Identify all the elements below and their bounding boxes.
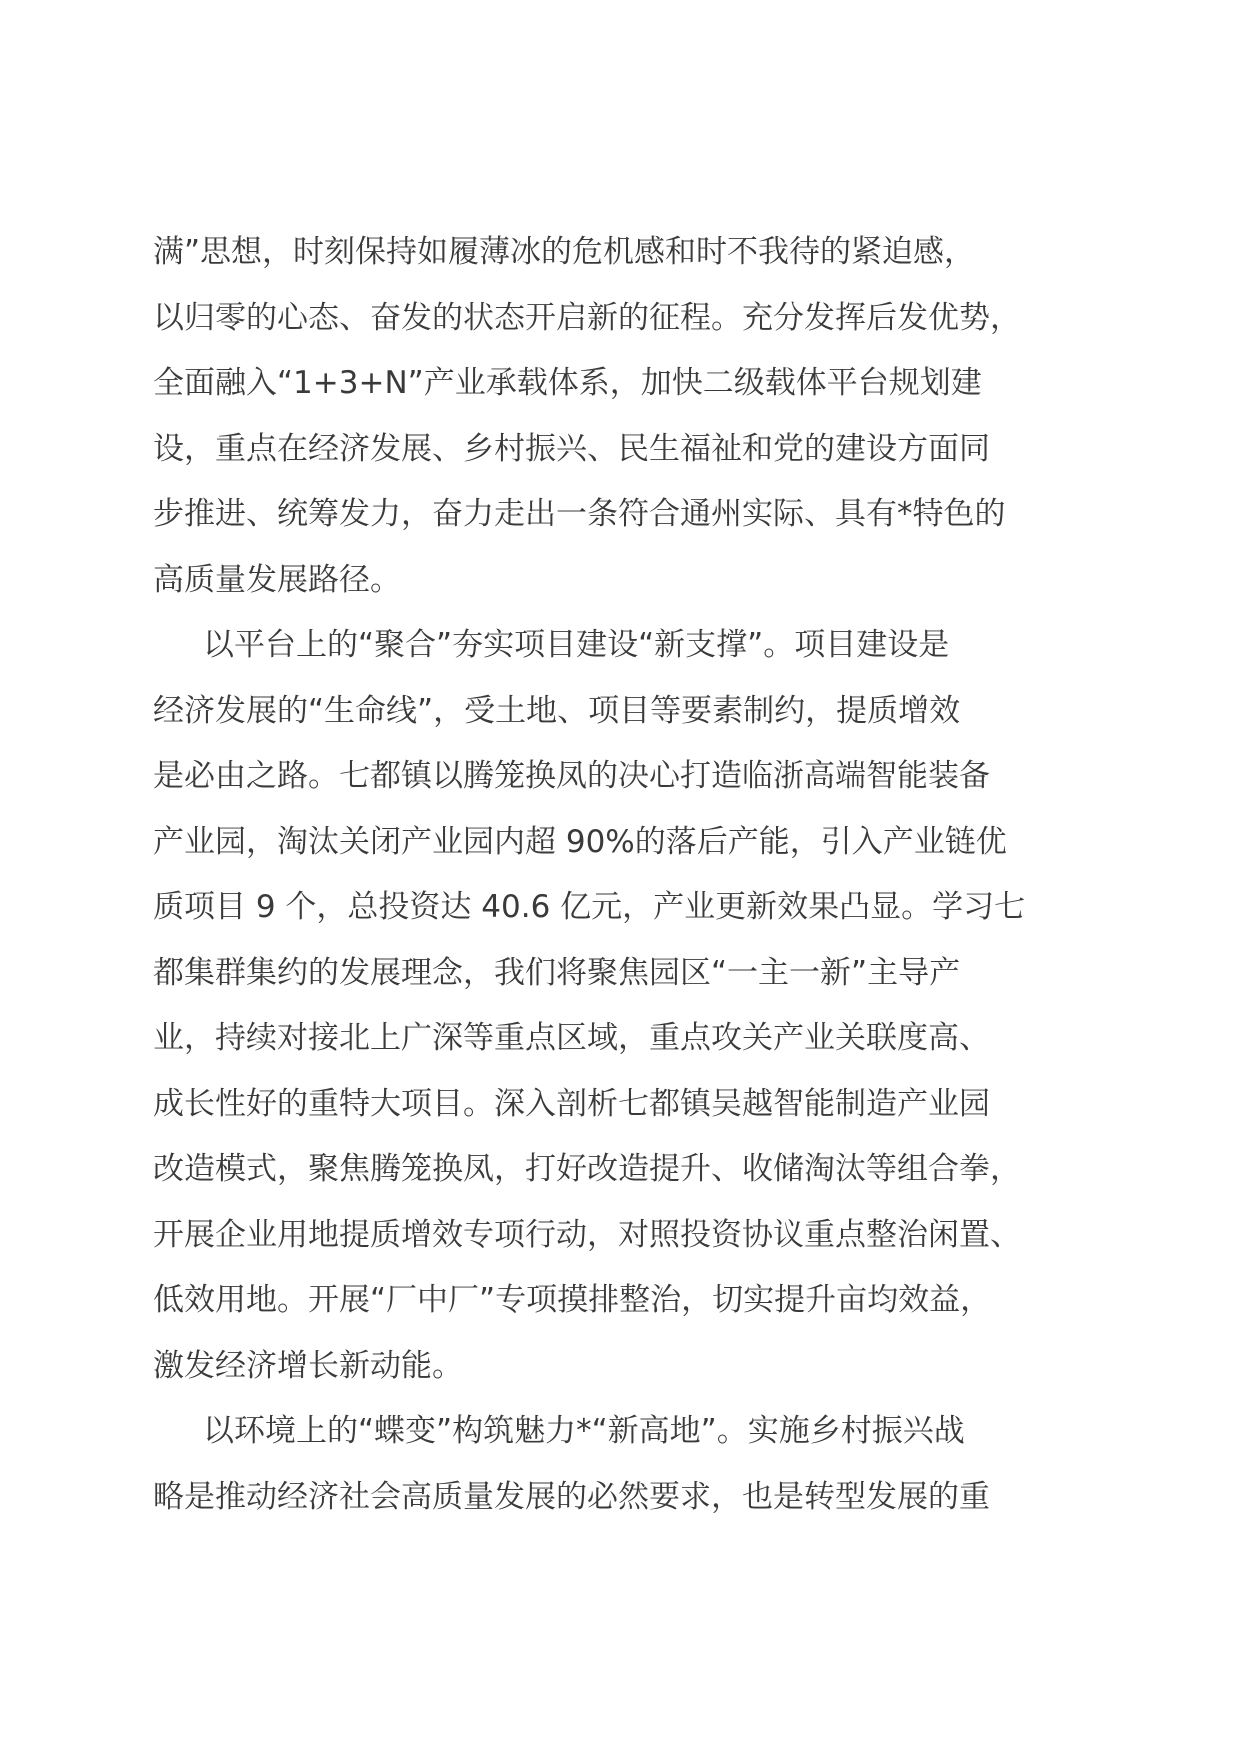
text-line: 经济发展的“生命线”，受土地、项目等要素制约，提质增效	[153, 692, 961, 729]
text-line: 略是推动经济社会高质量发展的必然要求，也是转型发展的重	[153, 1478, 990, 1515]
text-line: 步推进、统筹发力，奋力走出一条符合通州实际、具有*特色的	[153, 496, 1006, 532]
text-line: 开展企业用地提质增效专项行动，对照投资协议重点整治闲置、	[153, 1216, 1021, 1253]
text-line: 以平台上的“聚合”夯实项目建设“新支撑”。项目建设是	[203, 627, 950, 663]
text-line: 激发经济增长新动能。	[153, 1347, 463, 1384]
text-line: 低效用地。开展“厂中厂”专项摸排整治，切实提升亩均效益，	[153, 1282, 992, 1318]
text-line: 以环境上的“蝶变”构筑魅力*“新高地”。实施乡村振兴战	[203, 1413, 965, 1449]
paragraph-1	[153, 220, 1093, 613]
paragraph-2	[153, 613, 1093, 1399]
text-line: 全面融入“1+3+N”产业承载体系，加快二级载体平台规划建	[153, 365, 982, 401]
text-line: 是必由之路。七都镇以腾笼换凤的决心打造临浙高端智能装备	[153, 758, 990, 794]
text-line: 满”思想，时刻保持如履薄冰的危机感和时不我待的紧迫感，	[153, 234, 976, 270]
document-body	[153, 220, 1093, 1530]
text-line: 高质量发展路径。	[153, 561, 401, 598]
text-line: 都集群集约的发展理念，我们将聚焦园区“一主一新”主导产	[153, 954, 961, 991]
text-line: 质项目 9 个，总投资达 40.6 亿元，产业更新效果凸显。学习七	[153, 889, 1026, 925]
text-line: 设，重点在经济发展、乡村振兴、民生福祉和党的建设方面同	[153, 430, 990, 467]
text-line: 改造模式，聚焦腾笼换凤，打好改造提升、收储淘汰等组合拳，	[153, 1151, 1021, 1187]
text-line: 成长性好的重特大项目。深入剖析七都镇吴越智能制造产业园	[153, 1085, 990, 1122]
text-line: 以归零的心态、奋发的状态开启新的征程。充分发挥后发优势，	[153, 299, 1021, 336]
text-line: 产业园，淘汰关闭产业园内超 90%的落后产能，引入产业链优	[153, 823, 1007, 860]
text-line: 业，持续对接北上广深等重点区域，重点攻关产业关联度高、	[153, 1020, 990, 1056]
paragraph-3	[153, 1399, 1093, 1530]
